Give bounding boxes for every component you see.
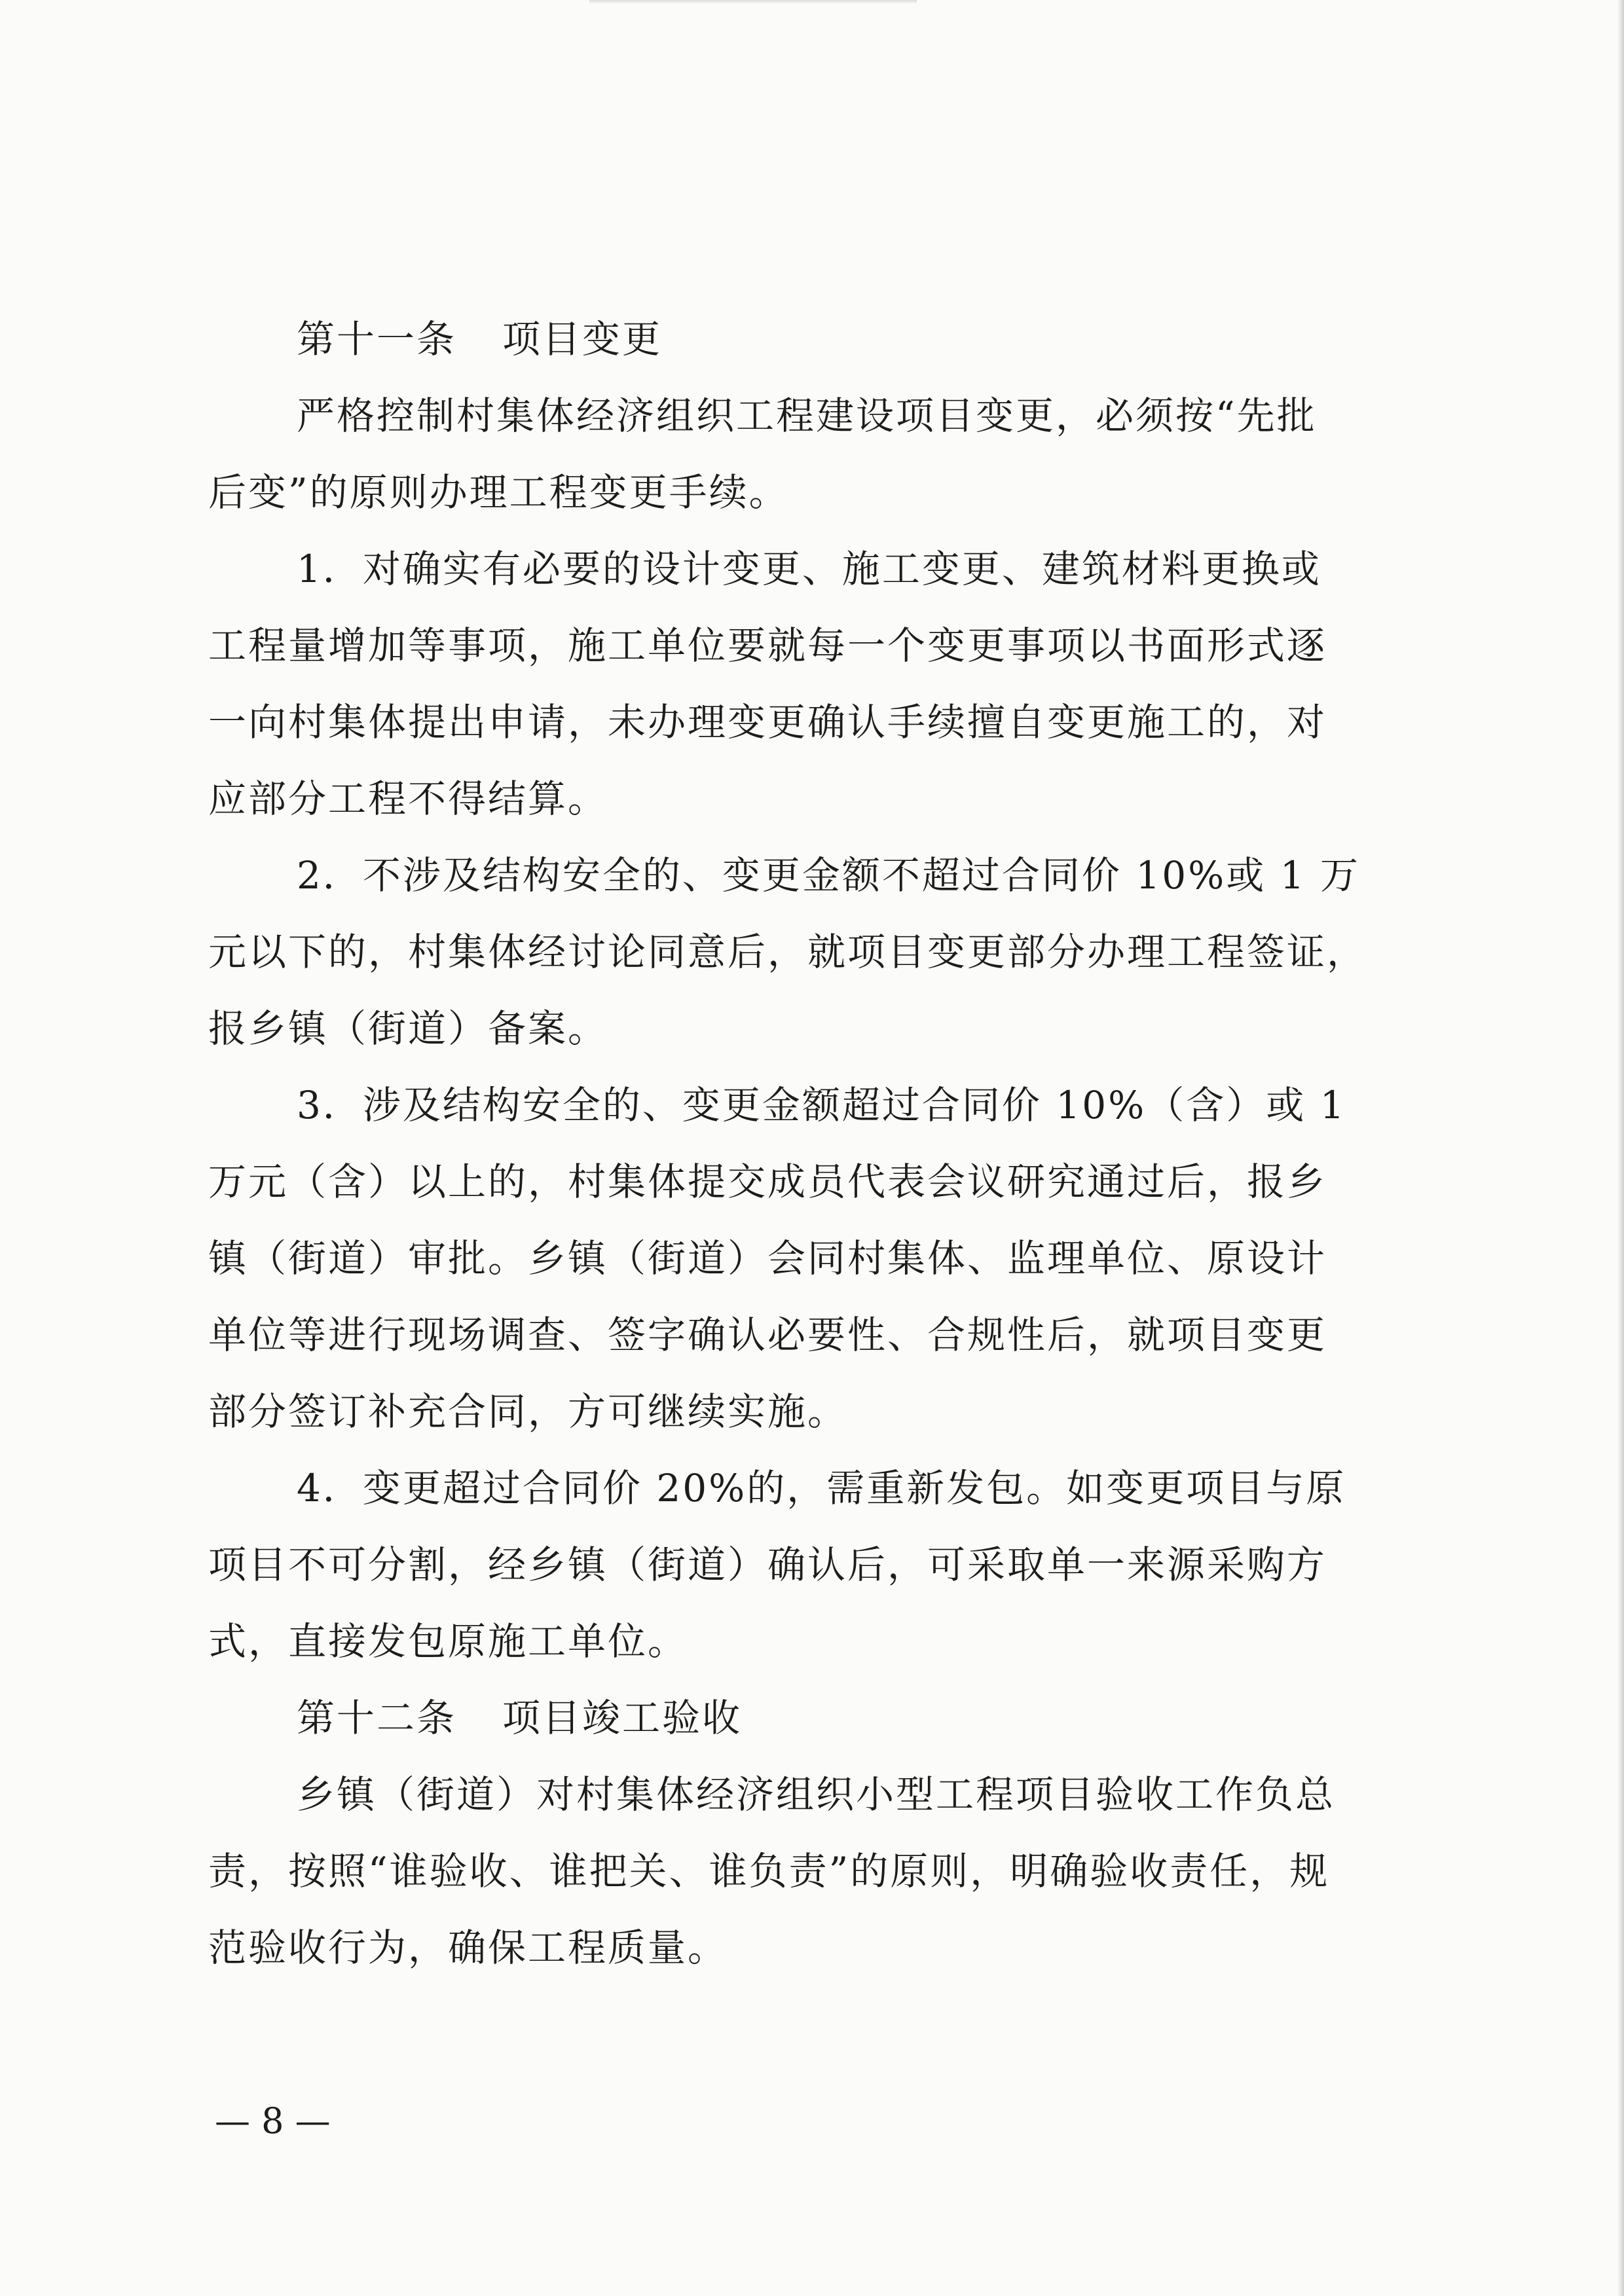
scan-shadow-top (589, 0, 917, 4)
body-text-line: 式，直接发包原施工单位。 (208, 1619, 688, 1664)
body-text-line: 镇（街道）审批。乡镇（街道）会同村集体、监理单位、原设计 (208, 1236, 1327, 1281)
body-text-line: 4．变更超过合同价 20%的，需重新发包。如变更项目与原 (297, 1466, 1346, 1510)
body-text-line: 元以下的，村集体经讨论同意后，就项目变更部分办理工程签证， (208, 930, 1367, 974)
body-text-line: 责，按照“谁验收、谁把关、谁负责”的原则，明确验收责任，规 (208, 1849, 1330, 1893)
article-heading (208, 301, 1421, 378)
body-text-line: 3．涉及结构安全的、变更金额超过合同价 10%（含）或 1 (297, 1083, 1346, 1127)
article-title: 项目变更 (502, 317, 663, 361)
body-text-line: 严格控制村集体经济组织工程建设项目变更，必须按“先批 (297, 393, 1317, 438)
body-text-line: 工程量增加等事项，施工单位要就每一个变更事项以书面形式逐 (208, 623, 1327, 668)
body-text-line: 范验收行为，确保工程质量。 (208, 1925, 728, 1970)
body-text-line: 万元（含）以上的，村集体提交成员代表会议研究通过后，报乡 (208, 1159, 1327, 1204)
body-text-line: 报乡镇（街道）备案。 (208, 1006, 608, 1051)
body-text-line: 一向村集体提出申请，未办理变更确认手续擅自变更施工的，对 (208, 700, 1327, 744)
body-text-line: 单位等进行现场调查、签字确认必要性、合规性后，就项目变更 (208, 1313, 1327, 1357)
article-heading (208, 1680, 1421, 1757)
body-text-line: 项目不可分割，经乡镇（街道）确认后，可采取单一来源采购方 (208, 1542, 1327, 1587)
scan-shadow-right (1617, 0, 1624, 2296)
document-body (208, 301, 1421, 1986)
body-text-line: 后变”的原则办理工程变更手续。 (208, 470, 789, 515)
article-number: 第十二条 (297, 1696, 457, 1740)
page-number: — 8 — (215, 2100, 331, 2141)
body-text-line: 乡镇（街道）对村集体经济组织小型工程项目验收工作负总 (297, 1772, 1336, 1817)
article-title: 项目竣工验收 (502, 1696, 743, 1740)
body-text-line: 部分签订补充合同，方可继续实施。 (208, 1389, 848, 1434)
article-number: 第十一条 (297, 317, 457, 361)
body-text-line: 1．对确实有必要的设计变更、施工变更、建筑材料更换或 (297, 547, 1321, 591)
body-text-line: 应部分工程不得结算。 (208, 776, 608, 821)
body-text-line: 2．不涉及结构安全的、变更金额不超过合同价 10%或 1 万 (297, 853, 1361, 898)
